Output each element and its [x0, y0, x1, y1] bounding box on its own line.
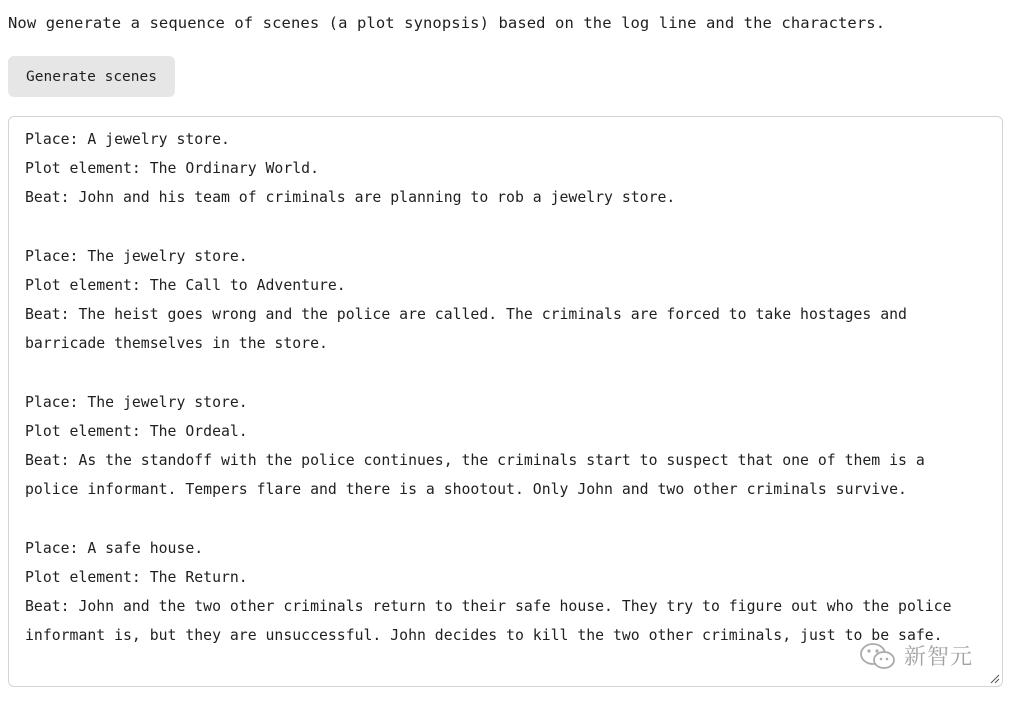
resize-handle-icon[interactable]: [988, 672, 1000, 684]
watermark-text: 新智元: [904, 645, 974, 670]
scene-item: [25, 534, 986, 651]
watermark: [858, 640, 973, 671]
generate-scenes-button[interactable]: Generate scenes: [8, 56, 175, 97]
scene-item: [25, 242, 986, 359]
scene-beat: Beat: John and his team of criminals are planning to rob a jewelry store.: [25, 189, 676, 207]
scene-item: [25, 388, 986, 505]
scene-place: Place: The jewelry store.: [25, 247, 248, 265]
scene-place: Place: A jewelry store.: [25, 131, 230, 148]
scene-place: Place: A safe house.: [25, 539, 204, 557]
scene-plot-element: Plot element: The Call to Adventure.: [25, 277, 346, 294]
scene-plot-element: Plot element: The Return.: [25, 569, 248, 586]
scene-plot-element: Plot element: The Ordeal.: [25, 423, 248, 440]
instruction-text: Now generate a sequence of scenes (a plot synopsis) based on the log line and the characters.: [8, 14, 886, 32]
wechat-icon: [858, 641, 898, 671]
scene-beat: Beat: The heist goes wrong and the police are called. The criminals are forced to take hostages and barricade themselves in the store.: [25, 306, 916, 353]
scene-plot-element: Plot element: The Ordinary World.: [25, 160, 319, 178]
scenes-output-textarea[interactable]: [8, 116, 1003, 687]
scene-place: Place: The jewelry store.: [25, 393, 248, 411]
scene-beat: Beat: John and the two other criminals return to their safe house. They try to figure out who the police informant is, but they are unsuccessful. John decides to kill the two other criminals, just to be safe.: [25, 598, 961, 645]
scene-beat: Beat: As the standoff with the police continues, the criminals start to suspect that one of them is a police informant. Tempers flare and there is a shootout. Only John and two other criminals survive.: [25, 452, 934, 499]
scene-item: [25, 125, 986, 213]
